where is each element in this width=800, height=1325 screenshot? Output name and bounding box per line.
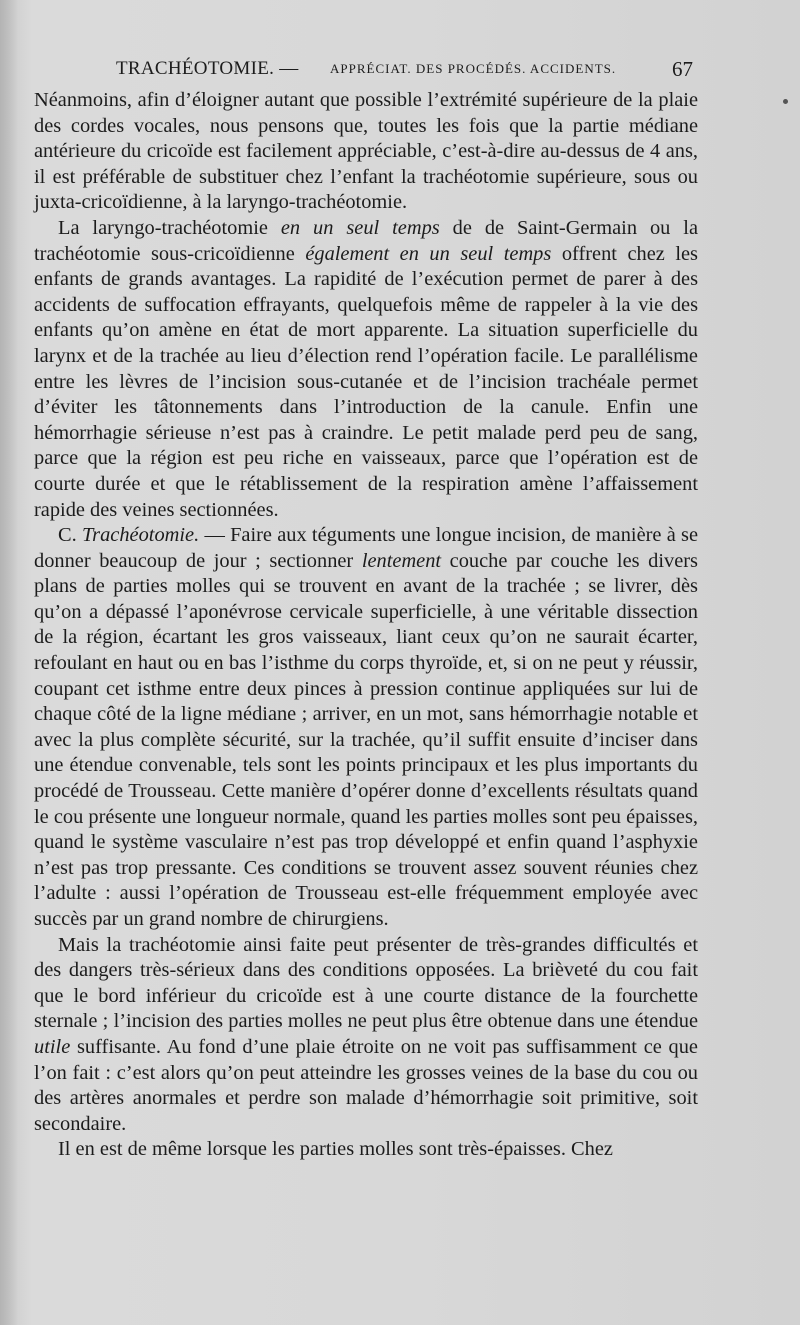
paragraph-text: suffisante. Au fond d’une plaie étroite on ne voit pas suffisamment ce que l’on fait : c’est alors qu’on peut atteindre les grosses veines de la base du cou ou des artères anormales et perdre son malade d’hémorrhagie soit primitive, soit secondaire.	[34, 1035, 698, 1135]
emphasis: également en un seul temps	[305, 242, 552, 265]
paragraph-text: — Faire aux téguments une longue incision, de manière à se donner beaucoup de jour ; sectionner	[34, 524, 698, 572]
section-heading: Trachéotomie.	[81, 524, 200, 547]
paragraph	[34, 523, 698, 933]
paragraph	[34, 933, 698, 1138]
emphasis: utile	[34, 1035, 71, 1058]
paragraph-text: Néanmoins, afin d’éloigner autant que possible l’extrémité supérieure de la plaie des cordes vocales, nous pensons que, toutes les fois que la partie médiane antérieure du cricoïde est facilement appréciable, c’est-à-dire au-dessus de 4 ans, il est préférable de substituer chez l’enfant la trachéotomie supérieure, sous ou juxta-cricoïdienne, à la laryngo-trachéotomie.	[34, 89, 698, 214]
paragraph	[34, 88, 698, 216]
running-subtitle: APPRÉCIAT. DES PROCÉDÉS. ACCIDENTS.	[330, 61, 617, 76]
running-head	[30, 54, 700, 84]
body-text	[34, 88, 698, 1163]
paragraph-text: offrent chez les enfants de grands avantages. La rapidité de l’exécution permet de parer à des accidents de suffocation effrayants, quelquefois même de rappeler à la vie des enfants qu’on amène en état de mort apparente. La situation superficielle du larynx et de la trachée au lieu d’élection rend l’opération facile. Le parallélisme entre les lèvres de l’incision sous-cutanée et de l’incision trachéale permet d’éviter les tâtonnements dans l’introduction de la canule. Enfin une hémorrhagie sérieuse n’est pas à craindre. Le petit malade perd peu de sang, parce que la région est peu riche en vaisseaux, parce que l’opération est de courte durée et que le rétablissement de la respiration amène l’affaissement rapide des veines sectionnées.	[34, 242, 698, 521]
section-letter: C.	[58, 524, 82, 547]
ink-speck	[783, 99, 788, 104]
page-number: 67	[672, 57, 693, 81]
paragraph-text: Mais la trachéotomie ainsi faite peut présenter de très-grandes difficultés et des dangers très-sérieux dans des conditions opposées. La brièveté du cou fait que le bord inférieur du cricoïde est à une courte distance de la fourchette sternale ; l’incision des parties molles ne peut plus être obtenue dans une étendue	[34, 933, 698, 1033]
paragraph-text: couche par couche les divers plans de parties molles qui se trouvent en avant de la trachée ; se livrer, dès qu’on a dépassé l’aponévrose cervicale superficielle, à une véritable dissection de la région, écartant les gros vaisseaux, liant ceux qu’on ne saurait écarter, refoulant en haut ou en bas l’isthme du corps thyroïde, et, si on ne peut y réussir, coupant cet isthme entre deux pinces à pression continue appliquées sur lui de chaque côté de la ligne médiane ; arriver, en un mot, sans hémorrhagie notable et avec la plus complète sécurité, sur la trachée, qu’il suffit ensuite d’inciser dans une étendue convenable, tels sont les points principaux et les plus importants du procédé de Trousseau. Cette manière d’opérer donne d’excellents résultats quand le cou présente une longueur normale, quand les parties molles sont peu épaisses, quand le système vasculaire n’est pas trop développé et enfin quand l’asphyxie n’est pas trop pressante. Ces conditions se trouvent assez souvent réunies chez l’adulte : aussi l’opération de Trousseau est-elle fréquemment employée avec succès par un grand nombre de chirurgiens.	[34, 549, 698, 930]
paragraph-text: La laryngo-trachéotomie	[58, 216, 281, 239]
paragraph	[34, 216, 698, 523]
binding-gutter-shadow	[0, 0, 18, 1325]
paragraph-text: de de Saint-Germain ou la trachéotomie sous-cricoïdienne	[34, 216, 698, 265]
running-title: TRACHÉOTOMIE. —	[116, 58, 299, 79]
emphasis: lentement	[361, 549, 442, 572]
paragraph	[34, 1137, 698, 1163]
paragraph-text: Il en est de même lorsque les parties molles sont très-épaisses. Chez	[58, 1138, 613, 1161]
emphasis: en un seul temps	[280, 216, 440, 239]
